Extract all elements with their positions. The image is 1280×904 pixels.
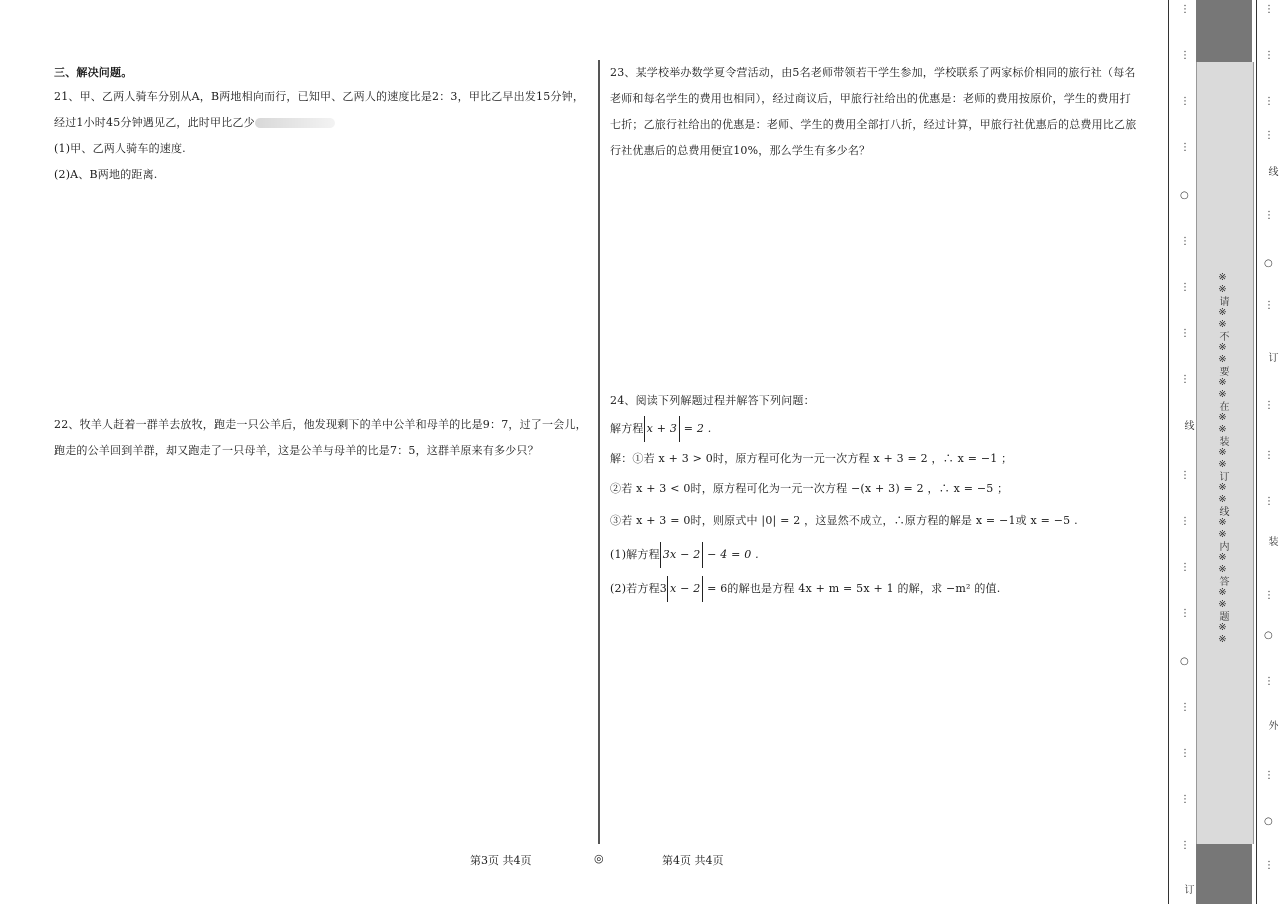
circle-icon: ○ <box>1264 258 1273 269</box>
circle-icon: ○ <box>1180 656 1189 667</box>
page-number-right: 第4页 共4页 <box>662 854 724 867</box>
question-23-line3: 七折；乙旅行社给出的优惠是：老师、学生的费用全部打八折，经过计算，甲旅行社优惠后的总费用比乙旅 <box>610 118 1137 131</box>
question-24-solution-1: 解：①若 x + 3 > 0时，原方程可化为一元一次方程 x + 3 = 2 ，∴ x = −1 ； <box>610 452 1013 465</box>
binding-label: 订 <box>1182 884 1193 894</box>
question-24-title: 24、阅读下列解题过程并解答下列问题： <box>610 394 815 407</box>
question-23-line2: 老师和每名学生的费用也相同），经过商议后，甲旅行社给出的优惠是：老师的费用按原价，学生的费用打 <box>610 92 1131 105</box>
circle-icon: ○ <box>1264 816 1273 827</box>
question-23-line1: 23、某学校举办数学夏令营活动，由5名老师带领若干学生参加，学校联系了两家标价相同的旅行社（每名 <box>610 66 1136 79</box>
binding-label: 装 <box>1266 536 1277 546</box>
page-number-left: 第3页 共4页 <box>470 854 532 867</box>
question-21-sub1: (1)甲、乙两人骑车的速度. <box>54 142 186 155</box>
circle-icon: ○ <box>1264 630 1273 641</box>
question-24-solution-3: ③若 x + 3 = 0时，则原式中 |0| = 2 ，这显然不成立，∴原方程的解是 x = −1或 x = −5 . <box>610 514 1078 527</box>
binding-strip-bottom <box>1196 844 1252 904</box>
question-24-solution-2: ②若 x + 3 < 0时，原方程可化为一元一次方程 −(x + 3) = 2 ，∴ x = −5 ； <box>610 482 1009 495</box>
question-22-line1: 22、牧羊人赶着一群羊去放牧，跑走一只公羊后，他发现剩下的羊中公羊和母羊的比是9：7，过了一会儿， <box>54 418 587 431</box>
question-21-sub2: (2)A、B两地的距离. <box>54 168 158 181</box>
binding-strip-top <box>1196 0 1252 62</box>
binding-dots-outer: ⋮ ⋮ ⋮ ⋮ 线 ⋮ ○ ⋮ 订 ⋮ ⋮ ⋮ 装 ⋮ ○ ⋮ 外 ⋮ ○ ⋮ <box>1264 4 1277 871</box>
binding-label: 线 <box>1182 420 1193 430</box>
absolute-value: x − 2 <box>667 576 703 602</box>
absolute-value: x + 3 <box>644 416 680 442</box>
question-24-sub1: (1)解方程 3x − 2 − 4 = 0 . <box>610 542 1165 568</box>
binding-dots-inner: ⋮ ⋮ ⋮ ⋮ ○ ⋮ ⋮ ⋮ ⋮ 线 ⋮ ⋮ ⋮ ⋮ ○ ⋮ ⋮ ⋮ ⋮ 订 <box>1180 4 1193 894</box>
center-mark-icon: ◎ <box>594 852 604 865</box>
binding-label: 外 <box>1266 720 1277 730</box>
section-title: 三、解决问题。 <box>54 66 133 79</box>
question-24-equation: 解方程 x + 3 = 2 . <box>610 416 1165 442</box>
binding-label: 订 <box>1266 352 1277 362</box>
binding-line-outer <box>1256 0 1257 904</box>
column-divider <box>598 60 600 844</box>
question-21-line1: 21、甲、乙两人骑车分别从A，B两地相向而行，已知甲、乙两人的速度比是2：3，甲比乙早出发15分钟， <box>54 90 585 103</box>
question-23-line4: 行社优惠后的总费用便宜10%，那么学生有多少名？ <box>610 144 871 157</box>
circle-icon: ○ <box>1180 190 1189 201</box>
question-21-line2: 经过1小时45分钟遇见乙，此时甲比乙少 <box>54 110 594 136</box>
blurred-text <box>255 118 335 128</box>
binding-line-inner <box>1168 0 1169 904</box>
binding-label: 线 <box>1266 166 1277 176</box>
question-22-line2: 跑走的公羊回到羊群，却又跑走了一只母羊，这是公羊与母羊的比是7：5，这群羊原来有多少只？ <box>54 444 539 457</box>
question-24-sub2: (2)若方程3 x − 2 = 6的解也是方程 4x + m = 5x + 1 的解，求 −m² 的值. <box>610 576 1165 602</box>
absolute-value: 3x − 2 <box>660 542 704 568</box>
binding-warning-text: ※※请※※不※※要※※在※※装※※订※※线※※内※※答※※题※※ <box>1217 272 1228 646</box>
